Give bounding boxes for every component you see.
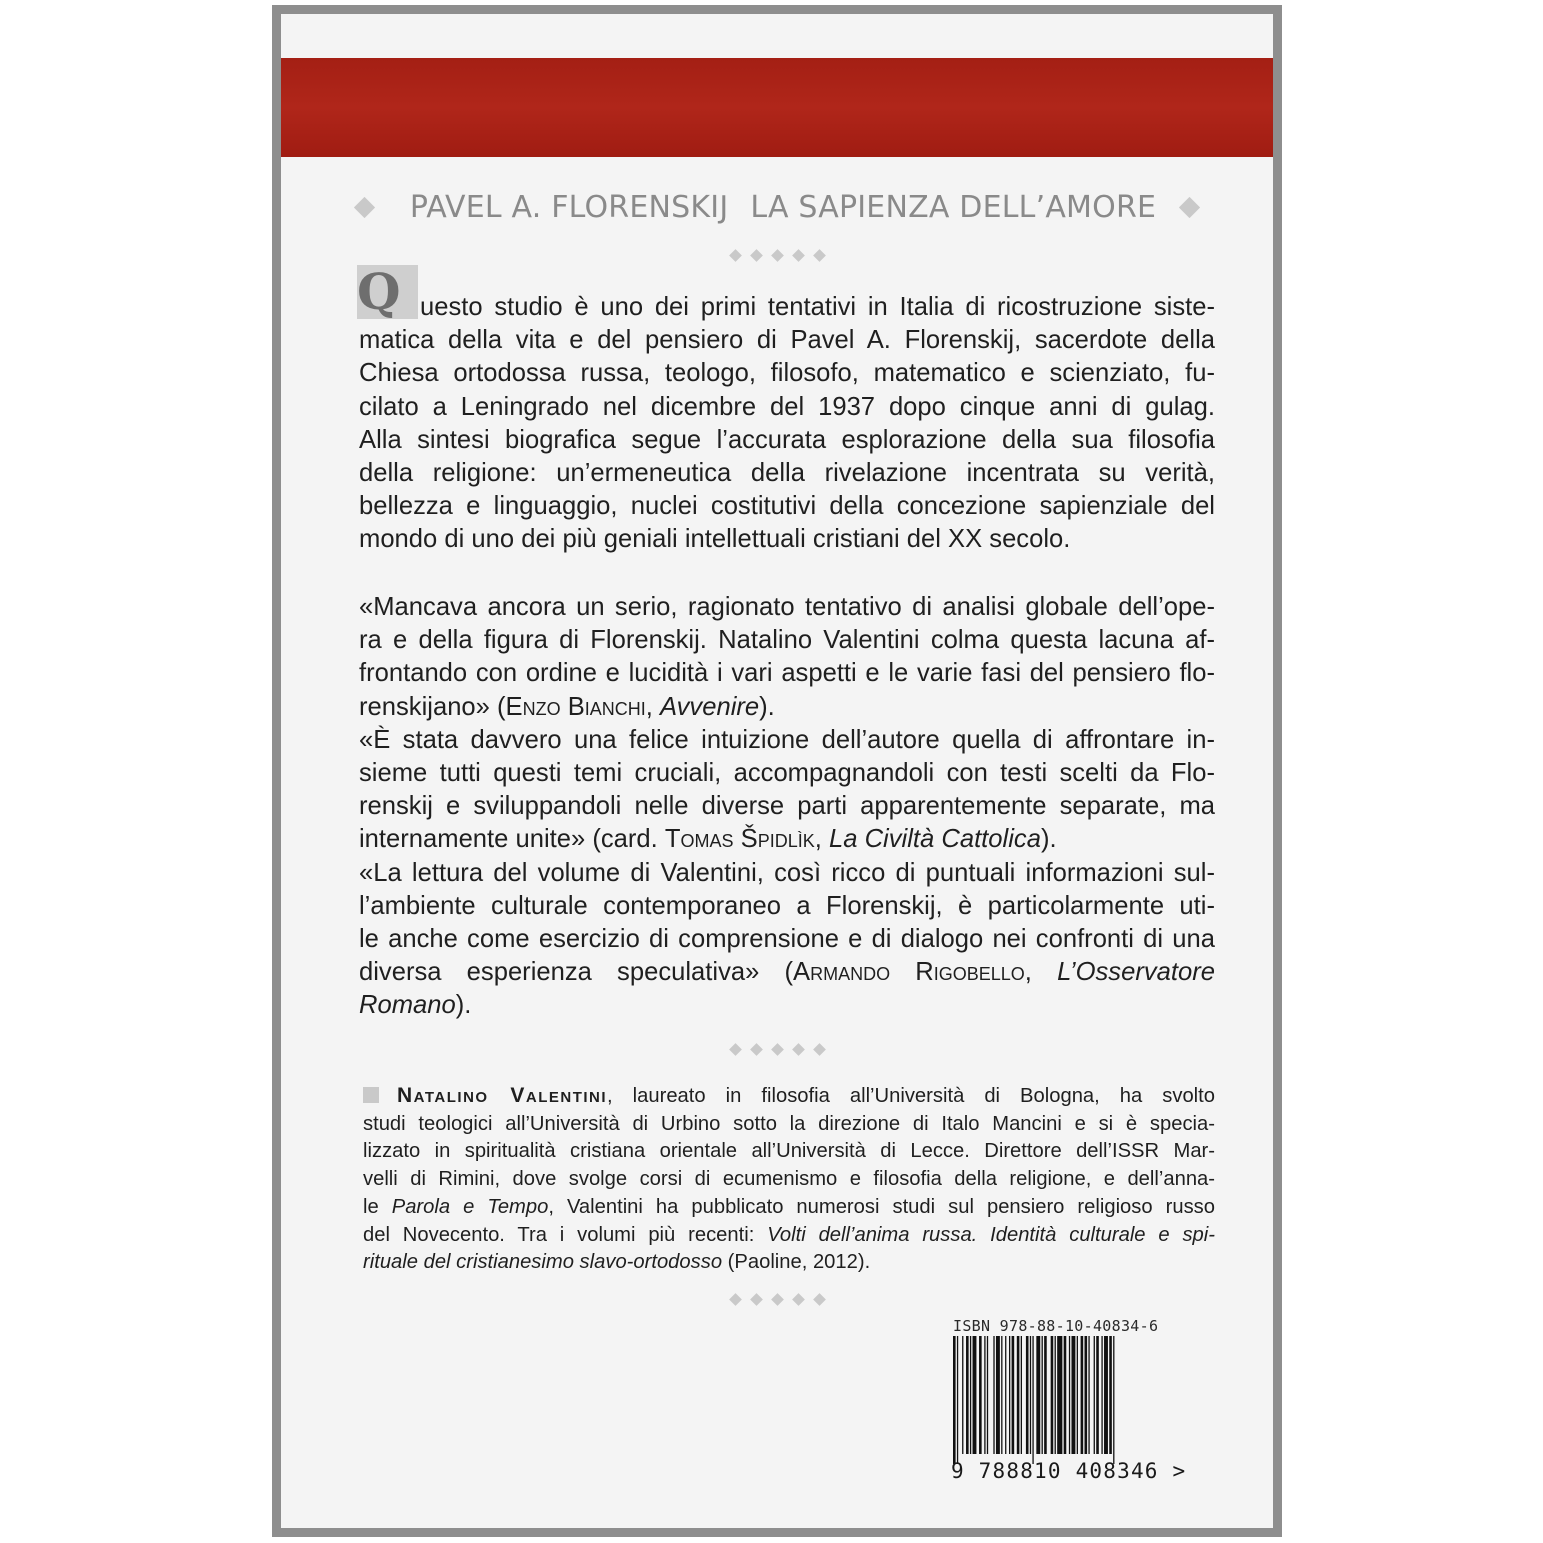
dot-icon xyxy=(792,1043,805,1056)
barcode-bar xyxy=(993,1336,994,1454)
review-3-line-4 xyxy=(359,956,1215,989)
intro-line-5: Alla sintesi biografica segue l’accurata esplorazione della sua filosofia xyxy=(359,425,1215,454)
intro-line-1-text: uesto studio è uno dei primi tentativi in Italia di ricostruzione siste- xyxy=(420,293,1215,321)
barcode-bar xyxy=(1001,1336,1002,1454)
intro-paragraph xyxy=(357,262,1215,557)
barcode-bar xyxy=(966,1336,969,1454)
dot-icon xyxy=(771,249,784,262)
review-2-text-end: internamente unite» (card. xyxy=(359,825,665,854)
barcode-bar xyxy=(1017,1336,1020,1454)
barcode-bar xyxy=(987,1336,988,1454)
back-cover xyxy=(281,14,1273,1528)
review-3-text-end: diversa esperienza speculativa» ( xyxy=(359,958,794,987)
bio-line-7-text: (Paoline, 2012). xyxy=(722,1251,871,1274)
intro-line-6: della religione: un’ermeneutica della rivelazione incentrata su verità, xyxy=(359,459,1215,488)
review-1-source: Avvenire xyxy=(660,692,760,721)
square-bullet-icon xyxy=(363,1087,379,1103)
barcode-bar xyxy=(1021,1336,1022,1454)
barcode-bar xyxy=(1026,1336,1029,1454)
review-1-line-1: «Mancava ancora un serio, ragionato tentativo di analisi globale dell’ope- xyxy=(359,593,1215,621)
review-1-author: Enzo Bianchi xyxy=(505,692,646,721)
ornament-dots-bottom xyxy=(281,1295,1273,1309)
review-3-line-3: le anche come esercizio di comprensione e di dialogo nei confronti di una xyxy=(359,925,1215,954)
review-3-source-part2: Romano xyxy=(359,991,456,1020)
dot-icon xyxy=(792,1293,805,1306)
review-3-line-1: «La lettura del volume di Valentini, così ricco di puntuali informazioni sul- xyxy=(359,858,1215,887)
review-3-sep: , xyxy=(1024,958,1058,987)
dot-icon xyxy=(813,249,826,262)
review-2-line-4 xyxy=(359,823,1215,856)
barcode-bar xyxy=(1094,1336,1095,1454)
review-3-line-5 xyxy=(359,989,1215,1022)
bio-author-name: Natalino Valentini xyxy=(397,1084,608,1107)
review-1-sep: , xyxy=(645,692,661,721)
barcode-bar xyxy=(1055,1336,1056,1454)
dot-icon xyxy=(750,249,763,262)
barcode-bar xyxy=(1109,1336,1112,1454)
dot-icon xyxy=(813,1043,826,1056)
barcode-bar xyxy=(1096,1336,1099,1454)
dot-icon xyxy=(792,249,805,262)
barcode-bar xyxy=(979,1336,982,1454)
barcode-bar xyxy=(1012,1336,1015,1454)
barcode xyxy=(949,1336,1171,1464)
review-2-close: ). xyxy=(1040,825,1057,854)
barcode-bar xyxy=(1005,1336,1006,1454)
barcode-bar xyxy=(957,1336,958,1464)
intro-line-4: cilato a Leningrado nel dicembre del 1937 dopo cinque anni di gulag. xyxy=(359,392,1215,421)
reviews-block xyxy=(359,591,1215,1023)
author-bio xyxy=(363,1082,1215,1277)
barcode-icon xyxy=(949,1336,1171,1464)
barcode-bar xyxy=(1081,1336,1084,1454)
intro-line-3: Chiesa ortodossa russa, teologo, filosofo, matematico e scienziato, fu- xyxy=(359,359,1215,388)
intro-line-1 xyxy=(357,262,1215,324)
barcode-bar xyxy=(1036,1336,1040,1454)
header-book-title: LA SAPIENZA DELL’AMORE xyxy=(750,189,1157,225)
barcode-digits: 9 788810 408346 > xyxy=(951,1459,1187,1483)
bio-line-4: velli di Rimini, dove svolge corsi di ecumenismo e filosofia della religione, e dell’anna- xyxy=(363,1168,1215,1191)
bio-line-1 xyxy=(363,1082,1215,1111)
header xyxy=(281,182,1273,232)
review-3-close: ). xyxy=(455,991,472,1020)
barcode-bar xyxy=(1071,1336,1075,1454)
barcode-bar xyxy=(996,1336,1000,1454)
intro-line-7: bellezza e linguaggio, nuclei costitutivi della concezione sapienziale del xyxy=(359,492,1215,521)
review-2-source: La Civiltà Cattolica xyxy=(828,825,1041,854)
barcode-bar xyxy=(970,1336,971,1454)
review-2-author: Tomas Špidlìk xyxy=(664,825,815,854)
review-1-line-2: ra e della figura di Florenskij. Natalino Valentini colma questa lacuna af- xyxy=(359,626,1215,655)
ornament-dots-middle xyxy=(281,1045,1273,1059)
barcode-bar xyxy=(1042,1336,1043,1454)
review-2-sep: , xyxy=(814,825,829,854)
drop-cap: Q xyxy=(357,265,418,319)
barcode-bar xyxy=(1044,1336,1047,1454)
bio-line-3: lizzato in spiritualità cristiana orientale all’Università di Lecce. Direttore dell’ISSR Mar- xyxy=(363,1140,1215,1163)
review-1-close: ). xyxy=(759,692,775,721)
bio-line-7 xyxy=(363,1249,1215,1277)
barcode-bar xyxy=(1032,1336,1033,1464)
dot-icon xyxy=(729,249,742,262)
review-1-line-4 xyxy=(359,691,1215,724)
review-3-author: Armando Rigobello xyxy=(793,958,1025,987)
diamond-right-icon xyxy=(1179,196,1200,217)
review-2-line-1: «È stata davvero una felice intuizione dell’autore quella di affrontare in- xyxy=(359,725,1215,754)
header-author: PAVEL A. FLORENSKIJ xyxy=(409,189,729,225)
intro-line-2: matica della vita e del pensiero di Pavel A. Florenskij, sacerdote della xyxy=(359,326,1215,355)
diamond-left-icon xyxy=(354,196,375,217)
barcode-bar xyxy=(973,1336,977,1454)
dot-icon xyxy=(729,1043,742,1056)
barcode-bar xyxy=(1085,1336,1088,1454)
dot-icon xyxy=(750,1043,763,1056)
barcode-bar xyxy=(1051,1336,1054,1454)
barcode-bar xyxy=(1104,1336,1108,1454)
red-band xyxy=(281,58,1273,157)
dot-icon xyxy=(813,1293,826,1306)
dot-icon xyxy=(771,1293,784,1306)
ornament-dots-top xyxy=(281,251,1273,265)
bio-line-5-pre: le xyxy=(363,1195,392,1218)
bio-journal-title: Parola e Tempo xyxy=(391,1195,549,1218)
barcode-bar xyxy=(1064,1336,1067,1454)
review-1-line-3: frontando con ordine e lucidità i vari aspetti e le varie fasi del pensiero flo- xyxy=(359,659,1215,688)
bio-line-5 xyxy=(363,1194,1215,1222)
barcode-bar xyxy=(1101,1336,1102,1454)
dot-icon xyxy=(750,1293,763,1306)
barcode-bar xyxy=(1009,1336,1010,1454)
isbn-label: ISBN 978-88-10-40834-6 xyxy=(953,1317,1159,1335)
review-3-line-2: l’ambiente culturale contemporaneo a Florenskij, è particolarmente uti- xyxy=(359,891,1215,920)
bio-book-title-part1: Volti dell’anima russa. Identità culturale e spi- xyxy=(767,1223,1215,1246)
bio-line-6 xyxy=(363,1222,1215,1250)
intro-line-8: mondo di uno dei più geniali intellettuali cristiani del XX secolo. xyxy=(359,525,1071,554)
barcode-bar xyxy=(984,1336,985,1454)
barcode-bar xyxy=(962,1336,963,1454)
bio-book-title-part2: rituale del cristianesimo slavo-ortodosso xyxy=(363,1251,723,1274)
barcode-bar xyxy=(1057,1336,1062,1454)
review-1-text-end: renskijano» ( xyxy=(359,692,506,721)
bio-line-2: studi teologici all’Università di Urbino sotto la direzione di Italo Mancini e si è specia- xyxy=(363,1112,1215,1135)
barcode-bar xyxy=(1077,1336,1078,1454)
header-title xyxy=(410,190,1156,225)
bio-line-1-text: , laureato in filosofia all’Università di Bologna, ha svolto xyxy=(607,1085,1216,1107)
barcode-bar xyxy=(1030,1336,1031,1454)
barcode-bar xyxy=(1088,1336,1089,1454)
barcode-bar xyxy=(1113,1336,1114,1464)
dot-icon xyxy=(771,1043,784,1056)
dot-icon xyxy=(729,1293,742,1306)
review-2-line-2: sieme tutti questi temi cruciali, accompagnandoli con testi scelti da Flo- xyxy=(359,759,1215,788)
bio-line-5-text: , Valentini ha pubblicato numerosi studi sul pensiero religioso russo xyxy=(548,1195,1215,1218)
barcode-bar xyxy=(1069,1336,1070,1454)
bio-line-6-pre: del Novecento. Tra i volumi più recenti: xyxy=(363,1223,768,1246)
barcode-bar xyxy=(953,1336,956,1464)
review-3-source-part1: L’Osservatore xyxy=(1057,958,1215,987)
review-2-line-3: renskij e sviluppandoli nelle diverse parti apparentemente separate, ma xyxy=(359,792,1215,821)
